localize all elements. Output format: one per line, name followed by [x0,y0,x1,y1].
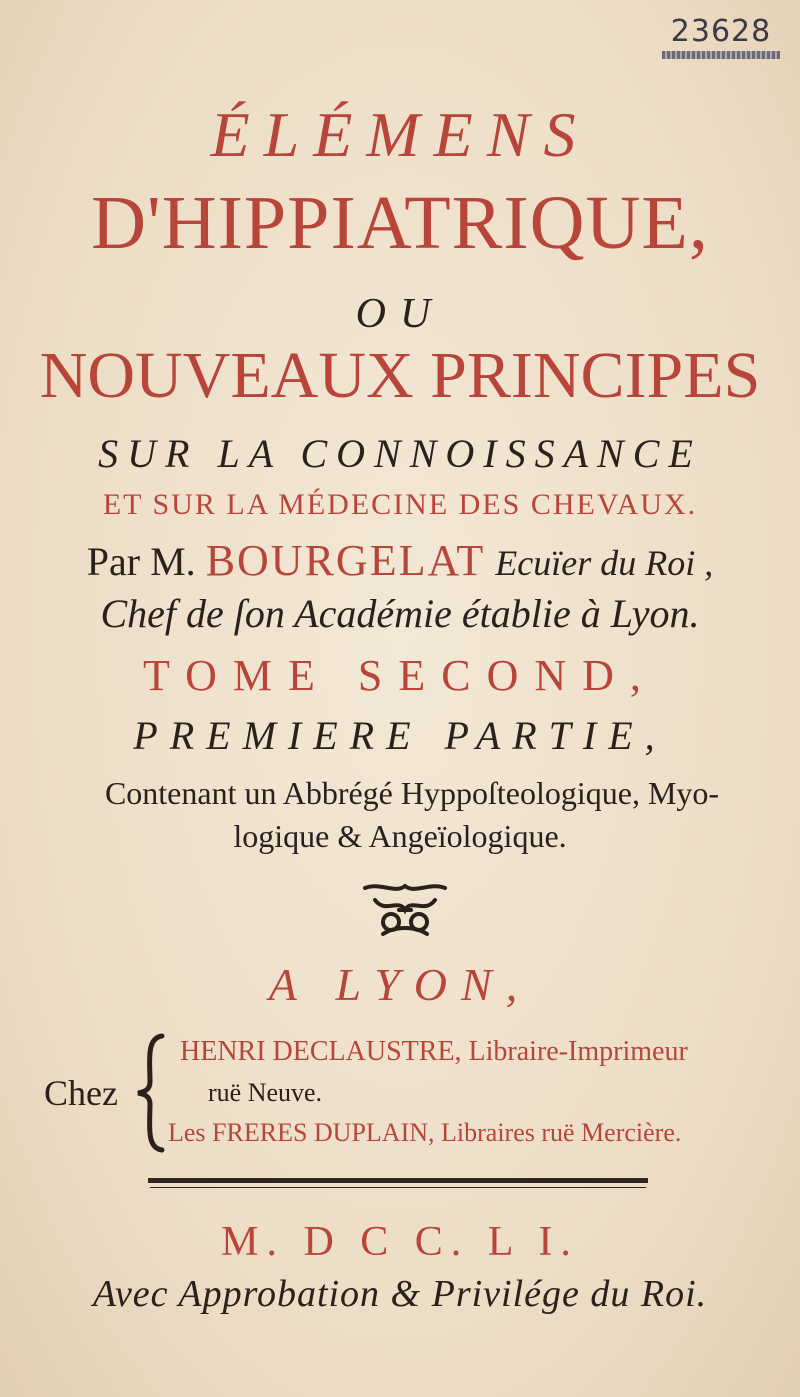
author-name: BOURGELAT [205,536,486,585]
title-elemens: ÉLÉMENS [210,99,590,170]
volume-part: PREMIERE PARTIE, [133,713,667,758]
title-hippiatrique: D'HIPPIATRIQUE, [91,181,709,265]
title-nouveaux-principes: NOUVEAUX PRINCIPES [39,339,761,412]
double-rule-thin [150,1187,646,1188]
title-ou: OU [355,291,445,337]
printer-ornament-icon [355,880,455,940]
author-par: Par M. [86,539,196,584]
shelfmark-number: 23628 [670,14,772,49]
shelfmark-stamp [656,14,786,59]
chez-label: Chez [44,1073,118,1113]
author-academy: Chef de ſon Académie établie à Lyon. [100,591,700,636]
imprint-date: M. D C C. L I. [221,1219,579,1265]
contents-line-1: Contenant un Abbrégé Hyppoſteologique, Myo- [104,775,720,811]
publisher-duplain: Les FRERES DUPLAIN, Libraires ruë Mercière. [168,1118,682,1147]
volume-tome: TOME SECOND, [143,651,657,700]
publishers-block [30,1030,790,1160]
publisher-declaustre-address: ruë Neuve. [208,1078,323,1107]
title-sur-la-connoissance: SUR LA CONNOISSANCE [98,431,702,476]
library-stamp-bar [662,51,780,59]
author-line [0,535,800,586]
publisher-declaustre: HENRI DECLAUSTRE, Libraire-Imprimeur [180,1036,688,1067]
author-role: Ecuïer du Roi , [495,543,714,583]
imprint-privilege: Avec Approbation & Privilége du Roi. [92,1273,708,1315]
double-rule-thick [148,1178,648,1183]
imprint-city: A LYON, [268,959,532,1010]
curly-brace-icon [132,1032,172,1154]
title-medecine-des-chevaux: ET SUR LA MÉDECINE DES CHEVAUX. [102,488,698,521]
contents-line-2: logique & Angeïologique. [233,818,567,854]
